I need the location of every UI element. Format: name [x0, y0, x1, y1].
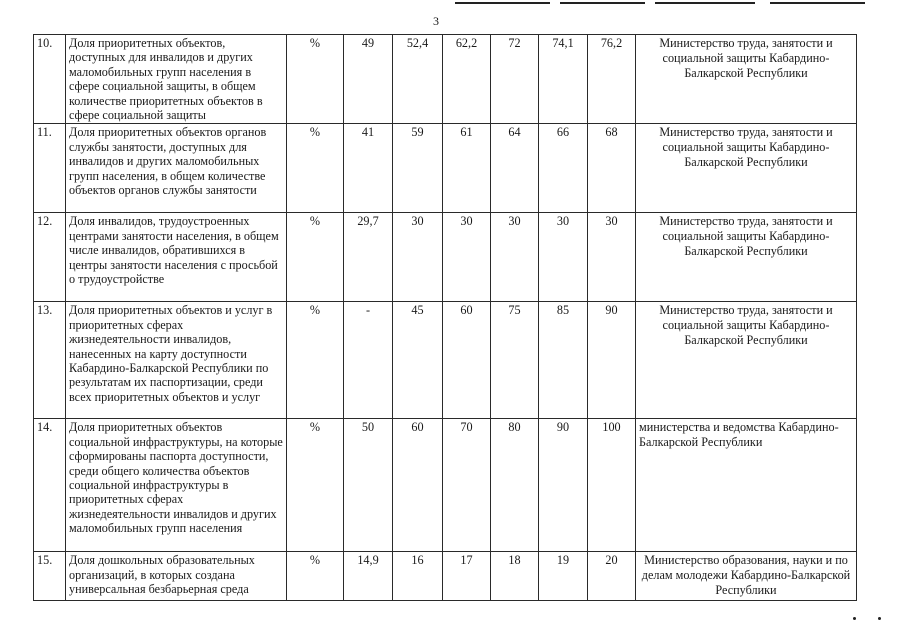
executor-cell: министерства и ведомства Кабардино-Балкарской Республики: [636, 419, 857, 552]
page-number: 3: [433, 14, 439, 28]
row-number: 12.: [34, 213, 66, 302]
value-cell: 72: [491, 35, 539, 124]
executor-cell: Министерство образования, науки и по делам молодежи Кабардино-Балкарской Республики: [636, 552, 857, 601]
unit-cell: %: [287, 552, 344, 601]
unit-cell: %: [287, 419, 344, 552]
indicator-name: Доля дошкольных образовательных организаций, в которых создана универсальная безбарьерная среда: [66, 552, 287, 601]
value-cell: 90: [588, 302, 636, 419]
value-cell: 74,1: [539, 35, 588, 124]
value-cell: 30: [539, 213, 588, 302]
value-cell: 64: [491, 124, 539, 213]
value-cell: 14,9: [344, 552, 393, 601]
value-cell: 17: [443, 552, 491, 601]
table-row: [34, 124, 857, 213]
value-cell: 30: [443, 213, 491, 302]
value-cell: 30: [588, 213, 636, 302]
value-cell: 90: [539, 419, 588, 552]
value-cell: 61: [443, 124, 491, 213]
row-number: 11.: [34, 124, 66, 213]
value-cell: 75: [491, 302, 539, 419]
indicators-table: [33, 34, 857, 601]
indicator-name: Доля приоритетных объектов органов службы занятости, доступных для инвалидов и других маломобильных групп населения, в общем количестве объектов органов службы занятости: [66, 124, 287, 213]
value-cell: 80: [491, 419, 539, 552]
unit-cell: %: [287, 35, 344, 124]
table-row: [34, 213, 857, 302]
value-cell: 59: [393, 124, 443, 213]
value-cell: 20: [588, 552, 636, 601]
value-cell: 18: [491, 552, 539, 601]
executor-cell: Министерство труда, занятости и социальной защиты Кабардино-Балкарской Республики: [636, 35, 857, 124]
value-cell: 66: [539, 124, 588, 213]
unit-cell: %: [287, 124, 344, 213]
value-cell: 52,4: [393, 35, 443, 124]
row-number: 14.: [34, 419, 66, 552]
top-rule: [455, 2, 550, 4]
top-rule: [560, 2, 645, 4]
value-cell: 100: [588, 419, 636, 552]
value-cell: 60: [393, 419, 443, 552]
value-cell: 85: [539, 302, 588, 419]
table-row: [34, 35, 857, 124]
value-cell: 45: [393, 302, 443, 419]
value-cell: 49: [344, 35, 393, 124]
indicator-name: Доля приоритетных объектов и услуг в приоритетных сферах жизнедеятельности инвалидов, нанесенных на карту доступности Кабардино-Балкарской Республики по результатам их паспортизации, среди всех приоритетных объектов и услуг: [66, 302, 287, 419]
value-cell: 41: [344, 124, 393, 213]
executor-cell: Министерство труда, занятости и социальной защиты Кабардино-Балкарской Республики: [636, 302, 857, 419]
executor-cell: Министерство труда, занятости и социальной защиты Кабардино-Балкарской Республики: [636, 213, 857, 302]
unit-cell: %: [287, 213, 344, 302]
unit-cell: %: [287, 302, 344, 419]
value-cell: 62,2: [443, 35, 491, 124]
value-cell: 70: [443, 419, 491, 552]
row-number: 10.: [34, 35, 66, 124]
scan-speck: [878, 617, 881, 620]
table-row: [34, 552, 857, 601]
value-cell: 16: [393, 552, 443, 601]
value-cell: 50: [344, 419, 393, 552]
table-row: [34, 302, 857, 419]
value-cell: 68: [588, 124, 636, 213]
scan-speck: [853, 617, 856, 620]
value-cell: 29,7: [344, 213, 393, 302]
value-cell: -: [344, 302, 393, 419]
top-rule: [655, 2, 755, 4]
value-cell: 19: [539, 552, 588, 601]
value-cell: 76,2: [588, 35, 636, 124]
value-cell: 30: [491, 213, 539, 302]
indicator-name: Доля приоритетных объектов, доступных для инвалидов и других маломобильных групп населения в сфере социальной защиты, в общем количестве приоритетных объектов в сфере социальной защиты: [66, 35, 287, 124]
indicator-name: Доля приоритетных объектов социальной инфраструктуры, на которые сформированы паспорта доступности, среди общего количества объектов социальной инфраструктуры в приоритетных сферах жизнедеятельности инвалидов и других маломобильных групп населения: [66, 419, 287, 552]
row-number: 15.: [34, 552, 66, 601]
value-cell: 30: [393, 213, 443, 302]
value-cell: 60: [443, 302, 491, 419]
top-rule: [770, 2, 865, 4]
indicator-name: Доля инвалидов, трудоустроенных центрами занятости населения, в общем числе инвалидов, обратившихся в центры занятости населения с просьбой о трудоустройстве: [66, 213, 287, 302]
row-number: 13.: [34, 302, 66, 419]
table-row: [34, 419, 857, 552]
executor-cell: Министерство труда, занятости и социальной защиты Кабардино-Балкарской Республики: [636, 124, 857, 213]
